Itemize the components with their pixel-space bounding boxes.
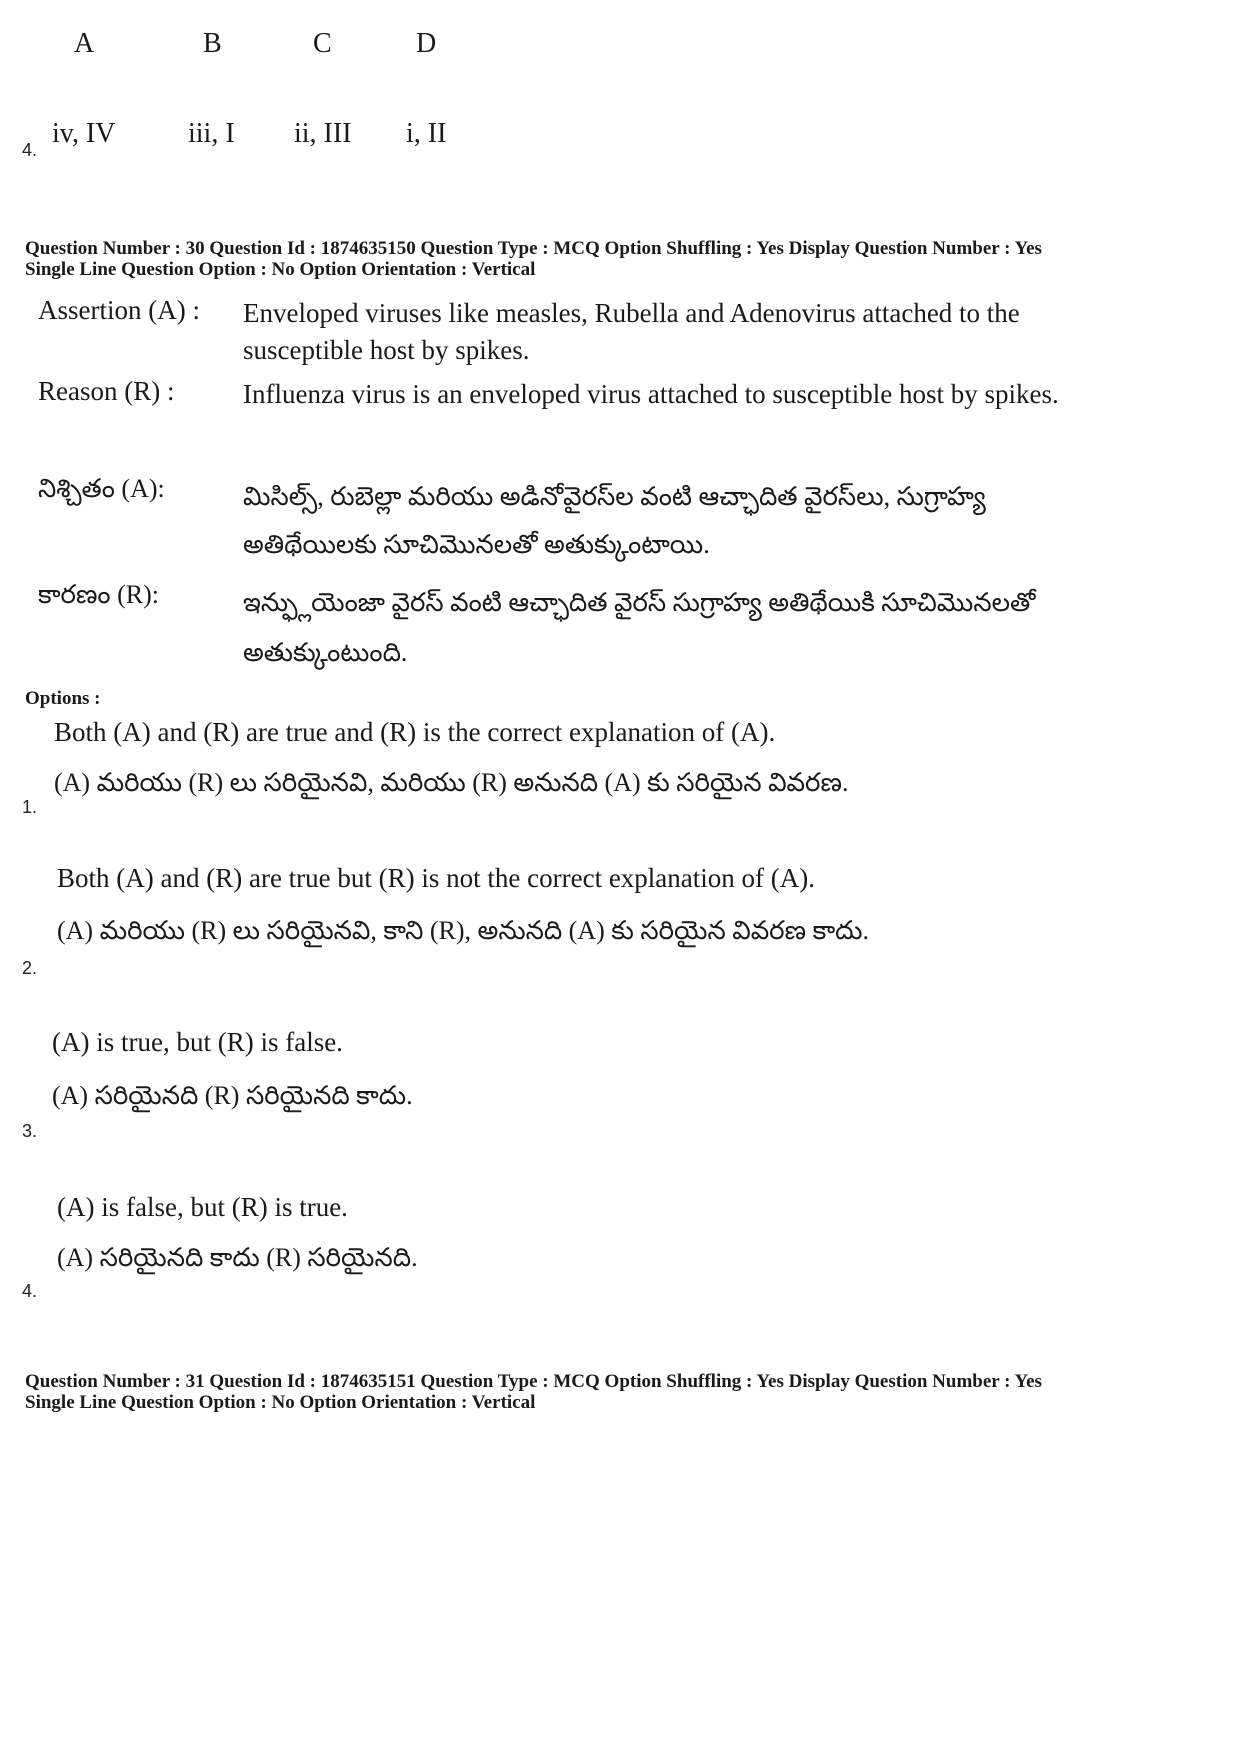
reason-text: Influenza virus is an enveloped virus attached to susceptible host by spikes. bbox=[243, 379, 1059, 409]
reason-label: Reason (R) : bbox=[38, 376, 175, 406]
next-question-meta-line1: Question Number : 31 Question Id : 1874635151 Question Type : MCQ Option Shuffling : Yes Display Question Number : Yes bbox=[25, 1371, 1042, 1392]
telugu-reason-label: కారణం (R): bbox=[38, 580, 159, 609]
option-3-english[interactable]: (A) is true, but (R) is false. bbox=[52, 1027, 343, 1057]
option-1-telugu[interactable]: (A) మరియు (R) లు సరియైనవి, మరియు (R) అనునది (A) కు సరియైన వివరణ. bbox=[54, 768, 849, 797]
telugu-reason-line2: అతుక్కుంటుంది. bbox=[243, 638, 408, 667]
option-2-english[interactable]: Both (A) and (R) are true but (R) is not the correct explanation of (A). bbox=[57, 863, 816, 893]
question-meta-line1: Question Number : 30 Question Id : 1874635150 Question Type : MCQ Option Shuffling : Yes Display Question Number : Yes bbox=[25, 238, 1042, 259]
telugu-assertion-line2: అతిథేయిలకు సూచిమొనలతో అతుక్కుంటాయి. bbox=[243, 530, 710, 559]
assertion-label: Assertion (A) : bbox=[38, 295, 200, 325]
option-4-telugu[interactable]: (A) సరియైనది కాదు (R) సరియైనది. bbox=[57, 1243, 418, 1272]
telugu-assertion-label: నిశ్చితం (A): bbox=[38, 474, 165, 503]
options-label: Options : bbox=[25, 688, 101, 709]
column-header-c: C bbox=[313, 28, 332, 59]
telugu-reason-line1: ఇన్ఫ్లుయెంజా వైరస్ వంటి ఆచ్ఛాదిత వైరస్ సుగ్రాహ్య అతిథేయికి సూచిమొనలతో bbox=[243, 588, 1036, 617]
telugu-assertion-line1: మిసిల్స్, రుబెల్లా మరియు అడినోవైరస్‌ల వంటి ఆచ్ఛాదిత వైరస్‌లు, సుగ్రాహ్య bbox=[243, 482, 986, 511]
column-header-d: D bbox=[416, 28, 437, 59]
option-4-number: 4. bbox=[22, 1281, 38, 1301]
assertion-text-line2: susceptible host by spikes. bbox=[243, 335, 530, 365]
assertion-text-line1: Enveloped viruses like measles, Rubella and Adenovirus attached to the bbox=[243, 298, 1020, 328]
match-value-b: iii, I bbox=[188, 118, 235, 149]
option-3-telugu[interactable]: (A) సరియైనది (R) సరియైనది కాదు. bbox=[52, 1081, 413, 1110]
option-4-english[interactable]: (A) is false, but (R) is true. bbox=[57, 1192, 348, 1222]
option-1-english[interactable]: Both (A) and (R) are true and (R) is the correct explanation of (A). bbox=[54, 717, 776, 747]
column-header-b: B bbox=[203, 28, 222, 59]
column-header-a: A bbox=[74, 28, 95, 59]
option-1-number: 1. bbox=[22, 797, 38, 817]
option-2-number: 2. bbox=[22, 958, 38, 978]
question-meta-line2: Single Line Question Option : No Option Orientation : Vertical bbox=[25, 259, 536, 280]
match-value-a: iv, IV bbox=[52, 118, 116, 149]
match-value-d: i, II bbox=[406, 118, 447, 149]
option-2-telugu[interactable]: (A) మరియు (R) లు సరియైనవి, కాని (R), అనునది (A) కు సరియైన వివరణ కాదు. bbox=[57, 916, 869, 945]
option-number: 4. bbox=[22, 140, 38, 160]
match-value-c: ii, III bbox=[294, 118, 352, 149]
next-question-meta-line2: Single Line Question Option : No Option Orientation : Vertical bbox=[25, 1392, 536, 1413]
option-3-number: 3. bbox=[22, 1121, 38, 1141]
